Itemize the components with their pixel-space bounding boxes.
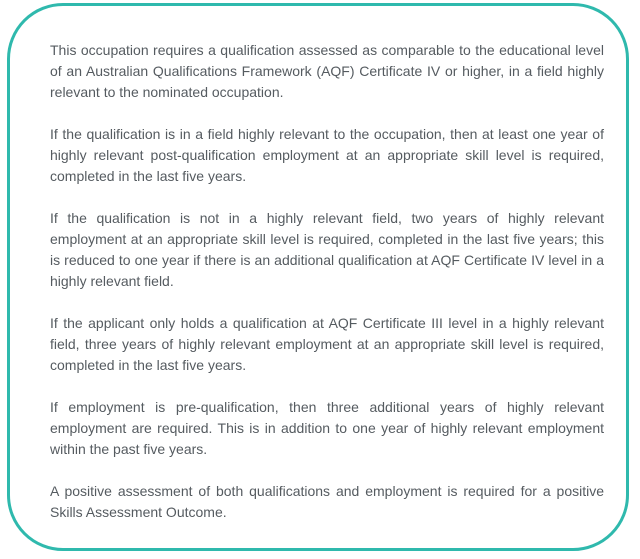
requirements-box <box>7 3 629 551</box>
paragraph-certificate-iii: If the applicant only holds a qualification at AQF Certificate III level in a highly relevant field, three years of highly relevant employment at an appropriate skill level is required, completed in the last five years. <box>50 315 604 373</box>
paragraph-positive-assessment: A positive assessment of both qualifications and employment is required for a positive Skills Assessment Outcome. <box>50 483 604 520</box>
paragraph-relevant-field: If the qualification is in a field highly relevant to the occupation, then at least one year of highly relevant post-qualification employment at an appropriate skill level is required, completed in the last five years. <box>50 126 604 184</box>
paragraph-non-relevant-field: If the qualification is not in a highly relevant field, two years of highly relevant employment at an appropriate skill level is required, completed in the last five years; this is reduced to one year if there is an additional qualification at AQF Certificate IV level in a highly relevant field. <box>50 210 604 289</box>
paragraph-pre-qualification: If employment is pre-qualification, then three additional years of highly relevant employment are required. This is in addition to one year of highly relevant employment within the past five years. <box>50 399 604 457</box>
requirements-text <box>50 40 604 523</box>
paragraph-qualification-level: This occupation requires a qualification assessed as comparable to the educational level of an Australian Qualifications Framework (AQF) Certificate IV or higher, in a field highly relevant to the nominated occupation. <box>50 42 604 100</box>
